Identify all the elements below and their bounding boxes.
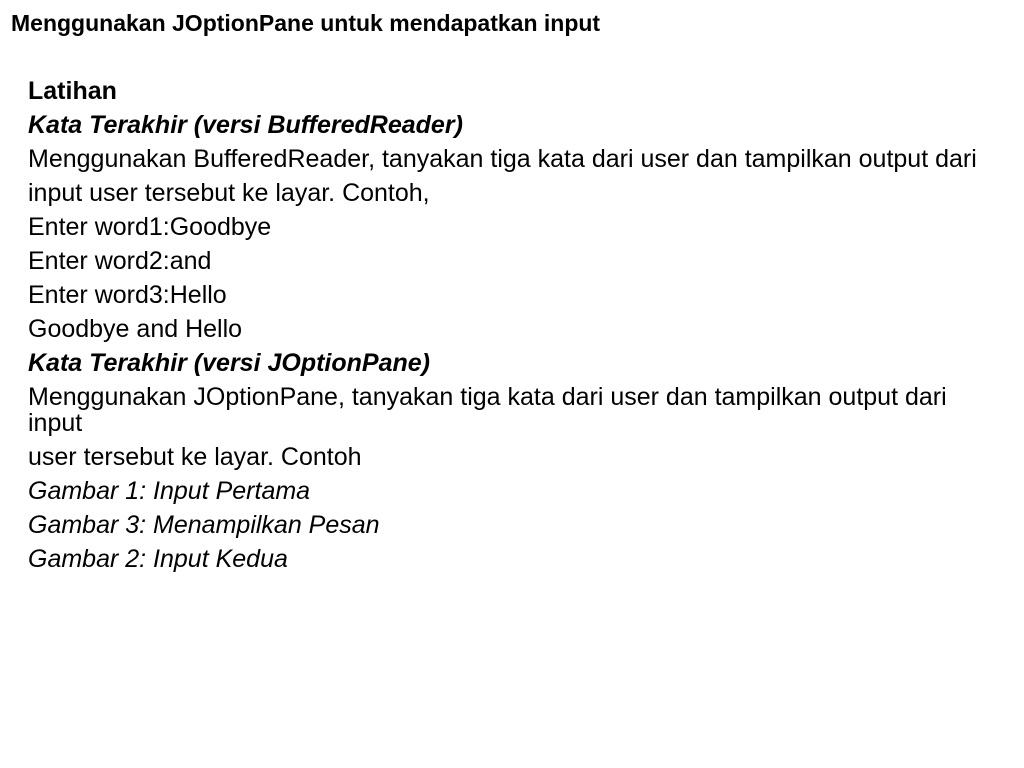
section-heading: Latihan <box>28 77 117 105</box>
exercise2-description-line2: user tersebut ke layar. Contoh <box>28 443 362 471</box>
exercise1-description-line1: Menggunakan BufferedReader, tanyakan tiga kata dari user dan tampilkan output dari <box>28 145 977 173</box>
exercise1-heading: Kata Terakhir (versi BufferedReader) <box>28 111 463 139</box>
figure-caption: Gambar 3: Menampilkan Pesan <box>28 511 380 539</box>
example-line: Enter word2:and <box>28 247 212 275</box>
example-line: Enter word3:Hello <box>28 281 227 309</box>
figure-caption: Gambar 1: Input Pertama <box>28 477 311 505</box>
exercise2-description-line1: Menggunakan JOptionPane, tanyakan tiga kata dari user dan tampilkan output dari input <box>28 383 947 437</box>
slide-title: Menggunakan JOptionPane untuk mendapatkan input <box>11 10 601 36</box>
figure-caption: Gambar 2: Input Kedua <box>28 545 288 573</box>
slide-content <box>28 78 988 580</box>
example-output-line: Goodbye and Hello <box>28 315 243 343</box>
exercise2-heading: Kata Terakhir (versi JOptionPane) <box>28 349 430 377</box>
exercise1-description-line2: input user tersebut ke layar. Contoh, <box>28 179 430 207</box>
example-line: Enter word1:Goodbye <box>28 213 272 241</box>
